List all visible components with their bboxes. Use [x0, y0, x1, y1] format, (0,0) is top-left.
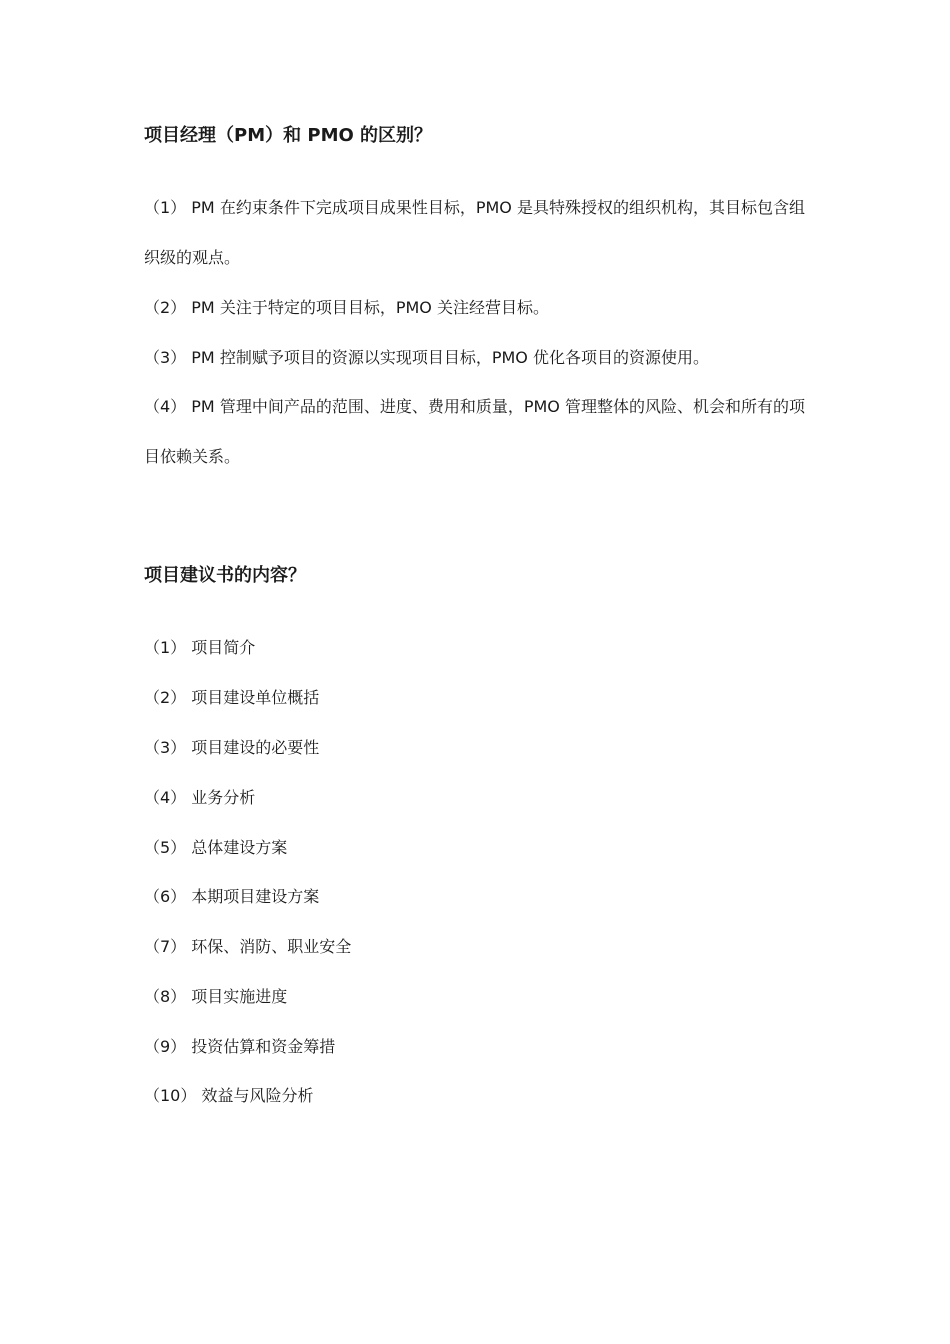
list-item	[144, 686, 319, 710]
section1-point-4	[144, 382, 814, 482]
section1-title: 项目经理（PM）和 PMO 的区别？	[144, 125, 433, 146]
list-item	[144, 985, 287, 1009]
point-text: PM 在约束条件下完成项目成果性目标，PMO 是具特殊授权的组织机构，其目标包含组织级的观点。	[144, 198, 805, 267]
point-number: （2）	[144, 298, 192, 317]
point-number: （4）	[144, 397, 192, 416]
list-item	[144, 885, 319, 909]
item-number: （9）	[144, 1037, 192, 1056]
section1-point-2	[144, 283, 814, 333]
item-text: 环保、消防、职业安全	[191, 937, 352, 956]
item-text: 本期项目建设方案	[191, 887, 320, 906]
point-text: PM 管理中间产品的范围、进度、费用和质量，PMO 管理整体的风险、机会和所有的项目依赖关系。	[144, 397, 805, 466]
list-item	[144, 836, 287, 860]
item-text: 效益与风险分析	[201, 1086, 314, 1105]
point-number: （1）	[144, 198, 192, 217]
list-item	[144, 786, 255, 810]
item-text: 项目实施进度	[191, 987, 288, 1006]
list-item	[144, 636, 255, 660]
item-number: （1）	[144, 638, 192, 657]
point-text: PM 控制赋予项目的资源以实现项目目标，PMO 优化各项目的资源使用。	[191, 348, 709, 367]
section2-title: 项目建议书的内容？	[144, 565, 306, 586]
item-text: 业务分析	[191, 788, 256, 807]
item-number: （5）	[144, 838, 192, 857]
item-number: （7）	[144, 937, 192, 956]
item-number: （6）	[144, 887, 192, 906]
section1-point-1	[144, 183, 814, 283]
point-number: （3）	[144, 348, 192, 367]
item-text: 项目建设单位概括	[191, 688, 320, 707]
point-text: PM 关注于特定的项目目标，PMO 关注经营目标。	[191, 298, 549, 317]
item-text: 项目简介	[191, 638, 256, 657]
item-number: （4）	[144, 788, 192, 807]
item-number: （2）	[144, 688, 192, 707]
list-item	[144, 935, 351, 959]
item-text: 项目建设的必要性	[191, 738, 320, 757]
item-number: （10）	[144, 1086, 202, 1105]
item-text: 总体建设方案	[191, 838, 288, 857]
list-item	[144, 1035, 335, 1059]
item-number: （8）	[144, 987, 192, 1006]
item-text: 投资估算和资金筹措	[191, 1037, 336, 1056]
list-item	[144, 1084, 313, 1108]
item-number: （3）	[144, 738, 192, 757]
list-item	[144, 736, 319, 760]
section1-point-3	[144, 333, 814, 383]
